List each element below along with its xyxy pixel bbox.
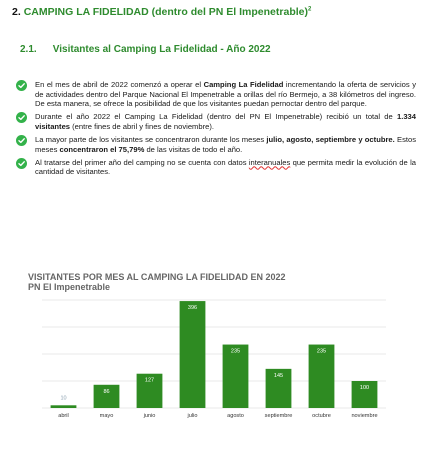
chart-title-block [28,272,286,292]
bar-value-label: 86 [103,388,110,395]
section-number: 2. [12,6,21,18]
x-tick-label: octubre [312,413,331,419]
bullet-item [16,112,416,131]
bullet-item [16,135,416,154]
x-tick-label: septiembre [264,413,293,419]
bullet-text: La mayor parte de los visitantes se concentraron durante los meses [35,134,267,144]
chart-title: VISITANTES POR MES AL CAMPING LA FIDELIDAD EN 2022 [28,272,286,282]
bullet-text: (entre fines de abril y fines de noviembre). [70,121,214,131]
bullet-text: julio, agosto, septiembre y octubre. [266,134,395,144]
bullet-list [16,80,416,180]
x-tick-label: agosto [227,413,244,419]
bar-value-label: 10 [60,395,67,402]
check-circle-icon [16,80,27,91]
bullet-text: concentraron el 75,79% [59,144,145,154]
x-tick-label: junio [143,413,156,419]
bullet-text: Durante el año 2022 el Camping La Fidelidad (dentro del PN El Impenetrable) recibió un total de [35,112,397,122]
bullet-item [16,80,416,109]
bullet-text: Al tratarse del primer año del camping no se cuenta con datos [35,157,249,167]
x-tick-label: mayo [99,413,114,419]
bullet-item [16,158,416,177]
bullet-text: Estos meses [35,134,416,154]
bullet-text: Camping La Fidelidad [203,80,284,89]
section-heading [12,6,311,18]
bar-value-label: 235 [316,348,327,355]
bar-value-label: 235 [230,348,241,355]
check-circle-icon [16,158,27,169]
bar-abril [51,405,77,408]
visitors-bar-chart [24,292,414,422]
chart-subtitle: PN El Impenetrable [28,282,111,292]
bullet-text: interanuales [248,157,291,167]
bar-value-label: 100 [359,385,370,391]
bullet-text: En el mes de abril de 2022 comenzó a operar el [35,80,204,89]
bar-julio [180,301,206,408]
bullet-text: que permita medir la evolución de la cantidad de visitantes. [35,157,416,177]
footnote-ref[interactable]: 2 [307,6,312,13]
section-title: CAMPING LA FIDELIDAD (dentro del PN El Impenetrable) [23,6,308,18]
bar-value-label: 127 [144,377,155,384]
bar-value-label: 396 [187,305,198,312]
subsection-title: Visitantes al Camping La Fidelidad - Año 2022 [52,44,271,55]
check-circle-icon [16,112,27,123]
bullet-text: incrementando la oferta de servicios y de actividades dentro del Parque Nacional El Impenetrable a orillas del río Bermejo, a 38 kilómetros del ingreso. De esta manera, se ofrece la posibilidad de que los visitantes puedan pernoctar dentro del parque. [35,80,416,109]
bar-value-label: 145 [273,372,284,379]
bullet-text: de las visitas de todo el año. [144,144,243,154]
subsection-heading [20,44,271,55]
x-tick-label: abril [58,413,69,419]
bullet-text: 1.334 visitantes [35,112,416,131]
subsection-number: 2.1. [20,44,37,55]
x-tick-label: noviembre [351,413,378,419]
check-circle-icon [16,135,27,146]
x-tick-label: julio [187,413,198,419]
